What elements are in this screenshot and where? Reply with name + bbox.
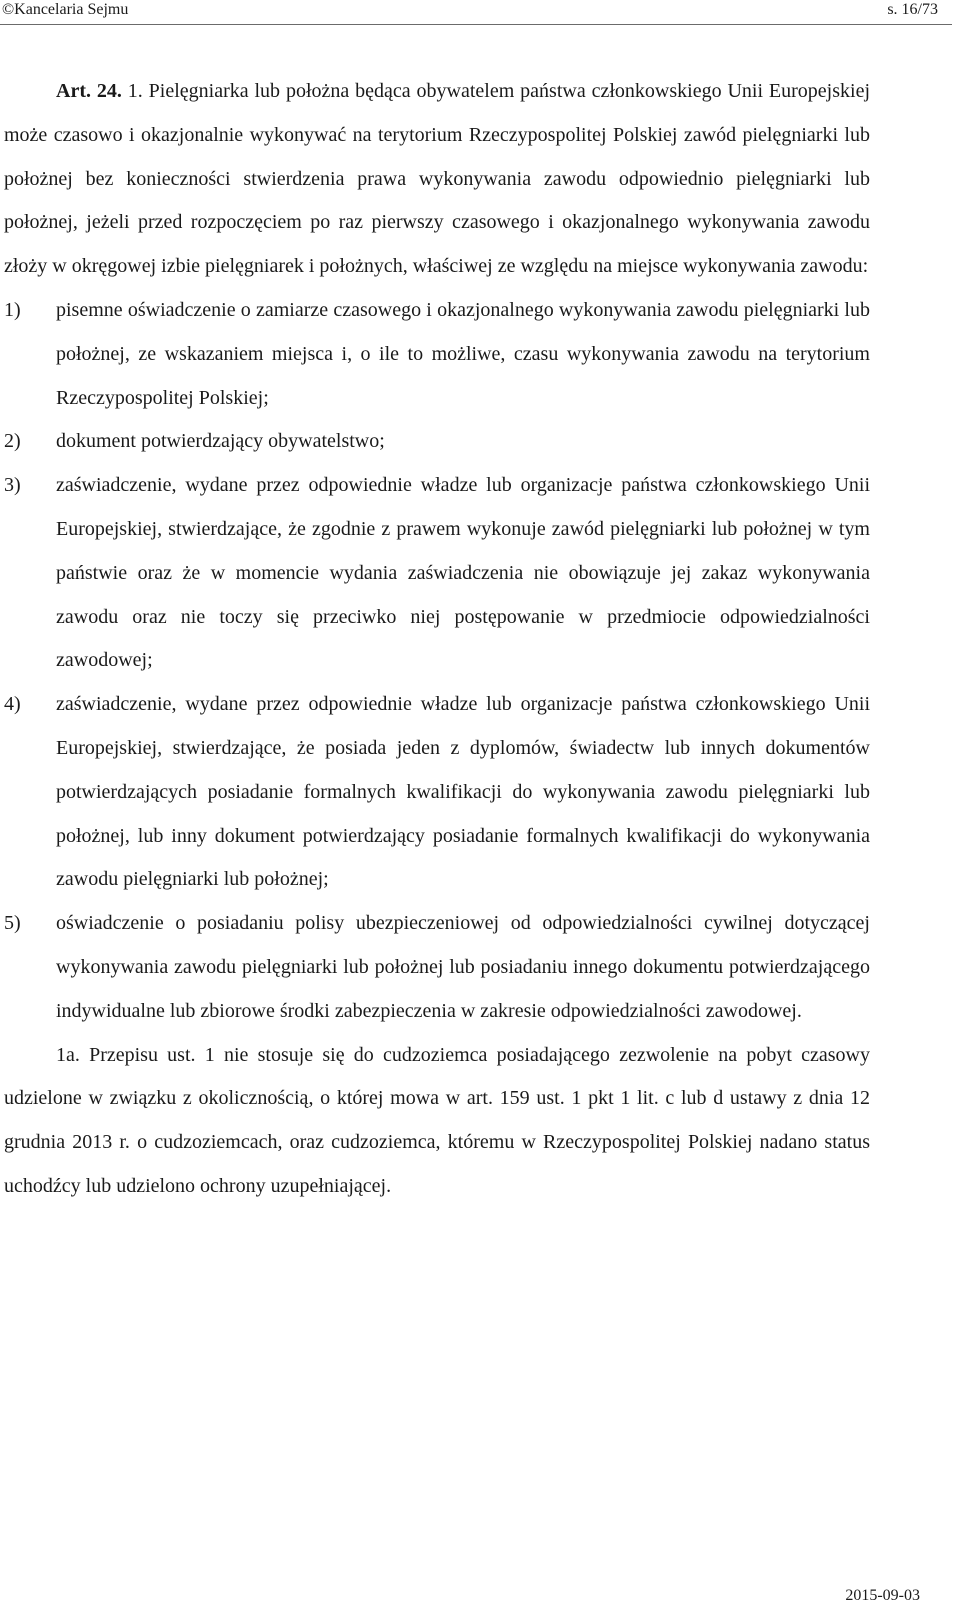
list-item — [4, 289, 870, 420]
document-date: 2015-09-03 — [845, 1587, 920, 1604]
point-number: 4) — [4, 693, 21, 716]
list-item — [4, 464, 870, 683]
point-text: zaświadczenie, wydane przez odpowiednie władze lub organizacje państwa członkowskiego Unii Europejskiej, stwierdzające, że zgodnie z prawem wykonuje zawód pielęgniarki lub położnej w tym państwie oraz że w momencie wydania zaświadczenia nie obowiązuje jej zakaz wykonywania zawodu oraz nie toczy się przeciwko niej postępowanie w przedmiocie odpowiedzialności zawodowej; — [56, 474, 870, 672]
page-number: s. 16/73 — [887, 1, 938, 18]
list-item — [4, 683, 870, 902]
point-text: zaświadczenie, wydane przez odpowiednie władze lub organizacje państwa członkowskiego Unii Europejskiej, stwierdzające, że posiada jeden z dyplomów, świadectw lub innych dokumentów potwierdzających posiadanie formalnych kwalifikacji do wykonywania zawodu pielęgniarki lub położnej, lub inny dokument potwierdzający posiadanie formalnych kwalifikacji do wykonywania zawodu pielęgniarki lub położnej; — [56, 693, 870, 891]
point-number: 3) — [4, 474, 21, 497]
paragraph-1a: 1a. Przepisu ust. 1 nie stosuje się do cudzoziemca posiadającego zezwolenie na pobyt czasowy udzielone w związku z okolicznością, o której mowa w art. 159 ust. 1 pkt 1 lit. c lub d ustawy z dnia 12 grudnia 2013 r. o cudzoziemcach, oraz cudzoziemca, któremu w Rzeczypospolitej Polskiej nadano status uchodźcy lub udzielono ochrony uzupełniającej. — [4, 1043, 870, 1197]
article-intro — [4, 70, 870, 289]
list-item — [4, 902, 870, 1033]
publisher-label: ©Kancelaria Sejmu — [2, 1, 129, 18]
point-number: 2) — [4, 430, 21, 453]
article-24 — [4, 70, 870, 1209]
point-text: dokument potwierdzający obywatelstwo; — [56, 430, 385, 453]
article-intro-text: 1. Pielęgniarka lub położna będąca obywatelem państwa członkowskiego Unii Europejskiej może czasowo i okazjonalnie wykonywać na terytorium Rzeczypospolitej Polskiej zawód pielęgniarki lub położnej bez konieczności stwierdzenia prawa wykonywania zawodu odpowiednio pielęgniarki lub położnej, jeżeli przed rozpoczęciem po raz pierwszy czasowego i okazjonalnego wykonywania zawodu złoży w okręgowej izbie pielęgniarek i położnych, właściwej ze względu na miejsce wykonywania zawodu: — [4, 80, 870, 278]
points-list — [4, 289, 870, 1034]
page-header — [0, 0, 952, 25]
point-number: 5) — [4, 912, 21, 935]
article-label: Art. 24. — [56, 80, 122, 102]
point-text: pisemne oświadczenie o zamiarze czasowego i okazjonalnego wykonywania zawodu pielęgniarki lub położnej, ze wskazaniem miejsca i, o ile to możliwe, czasu wykonywania zawodu na terytorium Rzeczypospolitej Polskiej; — [56, 298, 870, 409]
list-item — [4, 420, 870, 464]
point-text: oświadczenie o posiadaniu polisy ubezpieczeniowej od odpowiedzialności cywilnej dotyczącej wykonywania zawodu pielęgniarki lub położnej lub posiadaniu innego dokumentu potwierdzającego indywidualne lub zbiorowe środki zabezpieczenia w zakresie odpowiedzialności zawodowej. — [56, 912, 870, 1022]
point-number: 1) — [4, 298, 21, 321]
